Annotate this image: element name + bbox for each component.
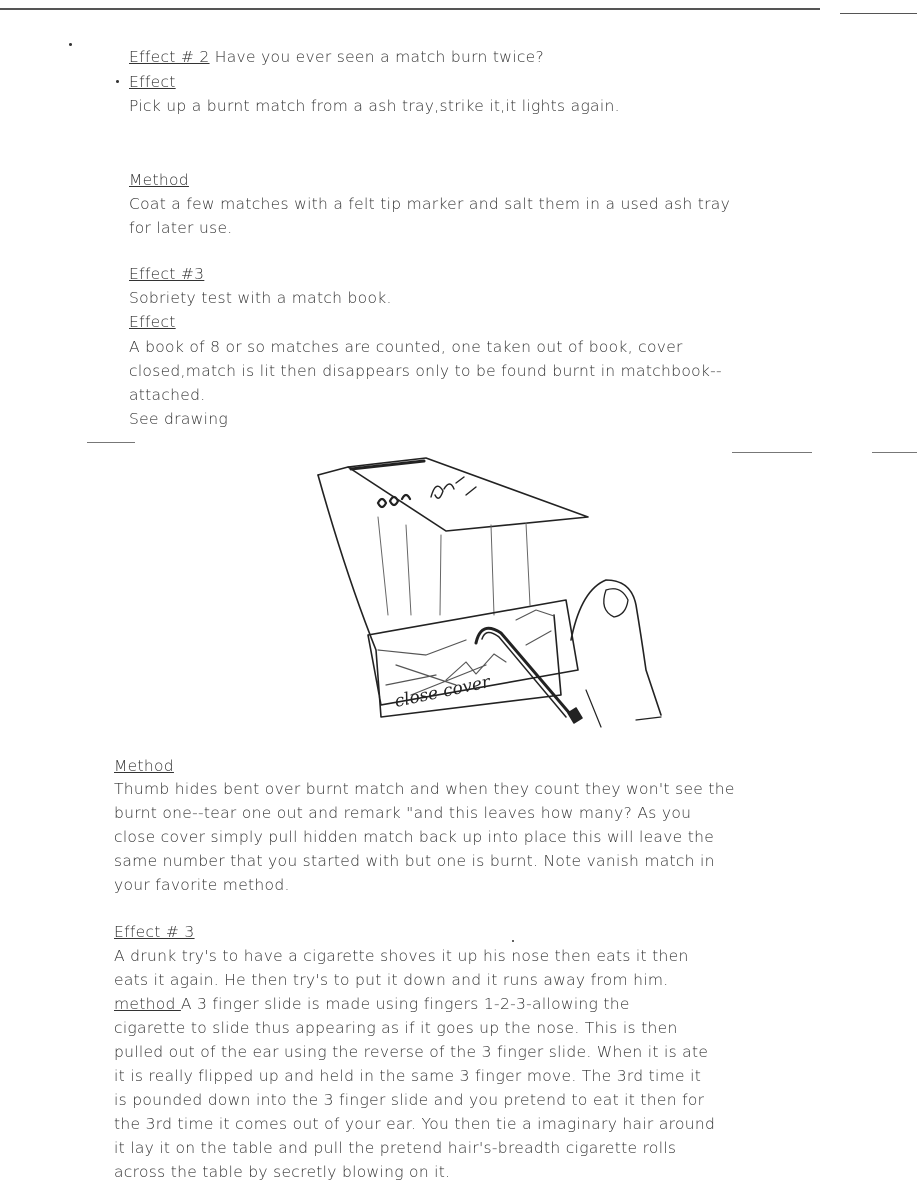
- effect3a-method-label: Method: [114, 757, 174, 775]
- effect3b-heading: Effect # 3: [114, 923, 195, 941]
- effect3b-line: A drunk try's to have a cigarette shoves it up his nose then eats it then: [114, 947, 689, 965]
- effect2-heading: Effect # 2: [129, 48, 210, 66]
- effect2-effect-text: Pick up a burnt match from a ash tray,strike it,it lights again.: [129, 97, 620, 115]
- effect3b-method-text: A 3 finger slide is made using fingers 1-2-3-allowing the: [180, 995, 630, 1013]
- effect3a-method-line: burnt one--tear one out and remark "and this leaves how many? As you: [114, 804, 692, 822]
- close-cover-label: close cover: [392, 672, 492, 712]
- matchbook-body: [318, 475, 561, 717]
- effect3b-method-label: method: [114, 995, 181, 1013]
- effect3b-method-line: it is really flipped up and held in the same 3 finger move. The 3rd time it: [114, 1067, 702, 1085]
- effect3b-line: eats it again. He then try's to put it down and it runs away from him.: [114, 971, 669, 989]
- effect3a-method-line: close cover simply pull hidden match back up into place this will leave the: [114, 828, 715, 846]
- scan-speck: [69, 43, 72, 46]
- effect2-heading-line: [129, 48, 544, 66]
- scan-top-edge: [0, 8, 820, 10]
- effect2-question: Have you ever seen a match burn twice?: [209, 48, 545, 66]
- effect3a-method-line: your favorite method.: [114, 876, 290, 894]
- scan-speck: [512, 940, 514, 942]
- effect2-method-line: Coat a few matches with a felt tip marker and salt them in a used ash tray: [129, 195, 731, 213]
- effect3a-effect-line: A book of 8 or so matches are counted, one taken out of book, cover: [129, 338, 683, 356]
- effect3a-subtitle: Sobriety test with a match book.: [129, 289, 392, 307]
- margin-rule: [732, 452, 812, 453]
- margin-rule: [87, 442, 135, 443]
- match-sticks: [378, 517, 530, 615]
- matchbook-cover-flap: [348, 458, 588, 531]
- effect3a-heading: Effect #3: [129, 265, 205, 283]
- matchbook-drawing: [316, 455, 691, 750]
- effect2-method-label: Method: [129, 171, 189, 189]
- effect3b-method-line: cigarette to slide thus appearing as if it goes up the nose. This is then: [114, 1019, 678, 1037]
- effect3a-effect-line: closed,match is lit then disappears only to be found burnt in matchbook--: [129, 362, 722, 380]
- effect3a-effect-line: attached.: [129, 386, 206, 404]
- thumb: [571, 580, 661, 715]
- scan-top-edge-right: [840, 13, 917, 14]
- bullet-dot: [116, 80, 119, 83]
- effect3b-method-line: pulled out of the ear using the reverse of the 3 finger slide. When it is ate: [114, 1043, 709, 1061]
- effect3b-method-line: the 3rd time it comes out of your ear. You then tie a imaginary hair around: [114, 1115, 716, 1133]
- effect2-method-line: for later use.: [129, 219, 233, 237]
- effect3a-method-line: Thumb hides bent over burnt match and when they count they won't see the: [114, 780, 735, 798]
- effect3b-method-line: is pounded down into the 3 finger slide and you pretend to eat it then for: [114, 1091, 705, 1109]
- effect2-effect-label: Effect: [129, 73, 176, 91]
- effect3a-effect-line: See drawing: [129, 410, 228, 428]
- effect3b-method-first-line: [114, 995, 630, 1013]
- effect3b-method-line: across the table by secretly blowing on it.: [114, 1163, 451, 1181]
- effect3b-method-line: it lay it on the table and pull the pretend hair's-breadth cigarette rolls: [114, 1139, 677, 1157]
- margin-rule: [872, 452, 917, 453]
- effect3a-method-line: same number that you started with but one is burnt. Note vanish match in: [114, 852, 715, 870]
- effect3a-effect-label: Effect: [129, 313, 176, 331]
